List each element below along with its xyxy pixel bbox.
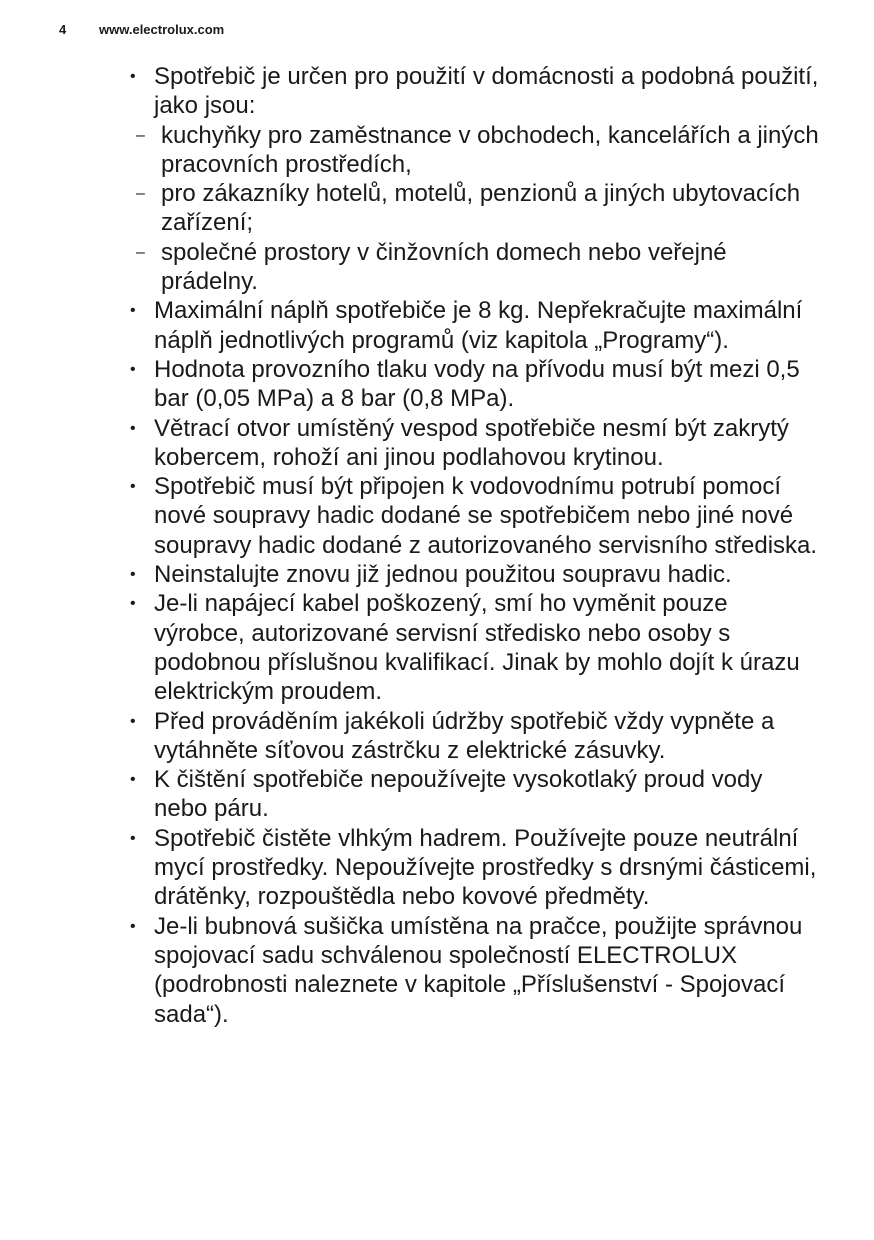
list-item-text: Spotřebič je určen pro použití v domácnosti a podobná použití, jako jsou: bbox=[154, 63, 819, 120]
list-item bbox=[130, 296, 820, 355]
list-item-text: Větrací otvor umístěný vespod spotřebiče nesmí být zakrytý kobercem, rohoží ani jinou podlahovou krytinou. bbox=[154, 414, 789, 471]
list-item bbox=[130, 62, 820, 121]
list-item bbox=[130, 560, 820, 589]
list-item bbox=[130, 589, 820, 706]
safety-instructions-list bbox=[130, 62, 820, 1029]
list-item bbox=[130, 824, 820, 912]
sub-list-item bbox=[130, 179, 820, 238]
list-item bbox=[130, 912, 820, 1029]
list-item-text: Maximální náplň spotřebiče je 8 kg. Nepřekračujte maximální náplň jednotlivých programů (viz kapitola „Programy“). bbox=[154, 297, 803, 354]
list-item-text: Je-li napájecí kabel poškozený, smí ho vyměnit pouze výrobce, autorizované servisní středisko nebo osoby s podobnou příslušnou kvalifikací. Jinak by mohlo dojít k úrazu elektrickým proudem. bbox=[154, 590, 800, 706]
list-item bbox=[130, 472, 820, 560]
list-item bbox=[130, 707, 820, 766]
list-item-text: Spotřebič čistěte vlhkým hadrem. Používejte pouze neutrální mycí prostředky. Nepoužívejte prostředky s drsnými částicemi, drátěnky, rozpouštědla nebo kovové předměty. bbox=[154, 824, 817, 911]
sub-list-item-text: kuchyňky pro zaměstnance v obchodech, kancelářích a jiných pracovních prostředích, bbox=[161, 121, 819, 178]
list-item bbox=[130, 355, 820, 414]
list-item-text: Hodnota provozního tlaku vody na přívodu musí být mezi 0,5 bar (0,05 MPa) a 8 bar (0,8 MPa). bbox=[154, 355, 800, 413]
page-number: 4 bbox=[59, 22, 67, 37]
list-item-text: Spotřebič musí být připojen k vodovodnímu potrubí pomocí nové soupravy hadic dodané se spotřebičem nebo jiné nové soupravy hadic dodané z autorizovaného servisního střediska. bbox=[154, 473, 818, 559]
list-item bbox=[130, 414, 820, 473]
list-item-text: Je-li bubnová sušička umístěna na pračce, použijte správnou spojovací sadu schválenou společností ELECTROLUX (podrobnosti naleznete v kapitole „Příslušenství - Spojovací sada“). bbox=[154, 912, 803, 1028]
list-item bbox=[130, 765, 820, 824]
sub-list-item-text: společné prostory v činžovních domech nebo veřejné prádelny. bbox=[161, 238, 727, 296]
sub-list-item-text: pro zákazníky hotelů, motelů, penzionů a jiných ubytovacích zařízení; bbox=[161, 180, 801, 237]
list-item-text: K čištění spotřebiče nepoužívejte vysokotlaký proud vody nebo páru. bbox=[154, 766, 763, 823]
list-item-text: Neinstalujte znovu již jednou použitou soupravu hadic. bbox=[154, 561, 732, 589]
sub-list-item bbox=[130, 238, 820, 297]
sub-list-item bbox=[130, 121, 820, 180]
website-link[interactable]: www.electrolux.com bbox=[99, 22, 225, 37]
page-header bbox=[59, 22, 224, 37]
list-item-text: Před prováděním jakékoli údržby spotřebič vždy vypněte a vytáhněte síťovou zástrčku z elektrické zásuvky. bbox=[154, 707, 775, 764]
